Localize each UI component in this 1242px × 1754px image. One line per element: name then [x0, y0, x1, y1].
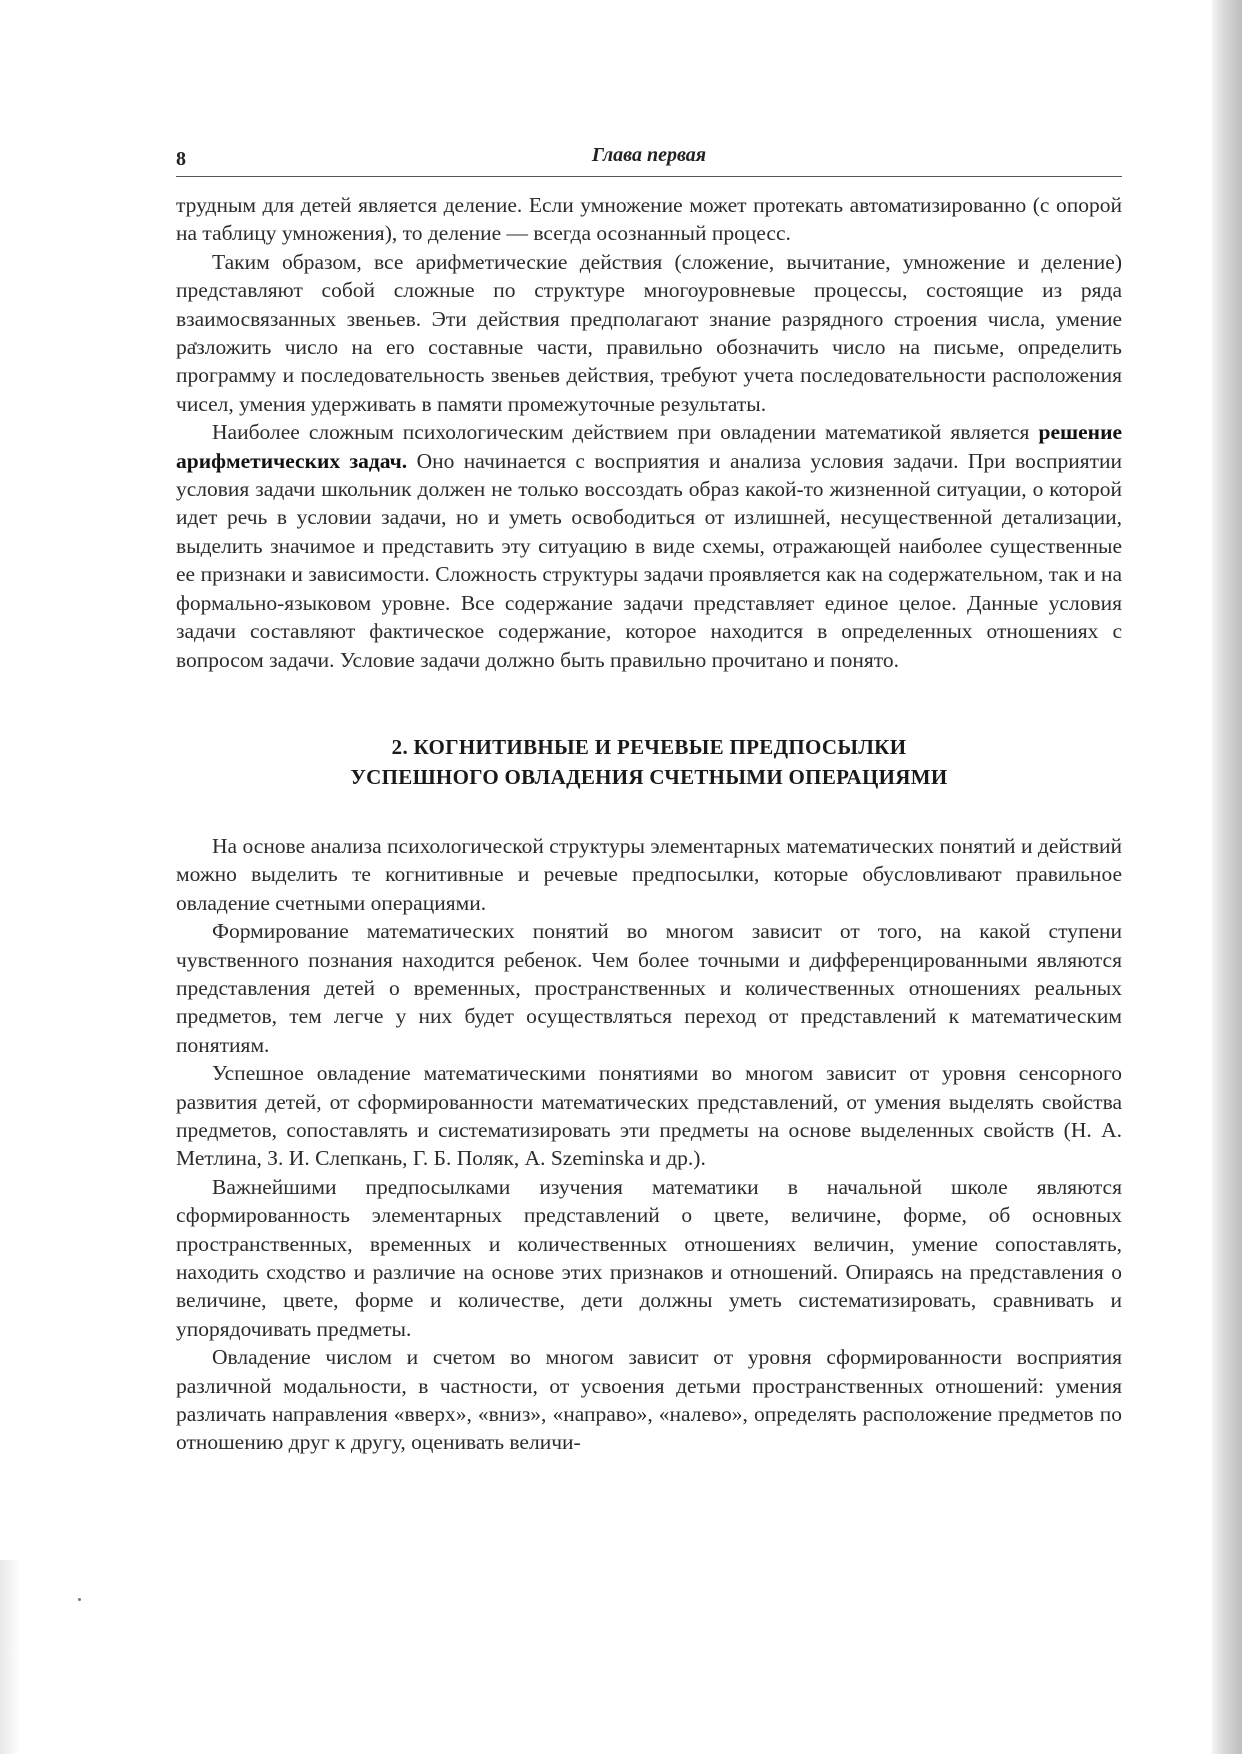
paragraph-with-emphasis	[176, 418, 1122, 674]
page-number: 8	[176, 148, 186, 170]
section-heading-line: УСПЕШНОГО ОВЛАДЕНИЯ СЧЕТНЫМИ ОПЕРАЦИЯМИ	[350, 764, 948, 789]
paragraph: Формирование математических понятий во многом зависит от того, на какой ступени чувственного познания находится ребенок. Чем более точными и дифференцированными являются представления детей о временных, пространственных и количественных отношениях реальных предметов, тем легче у них будет осуществляться переход от представлений к математическим понятиям.	[176, 919, 1122, 1057]
paragraph: Важнейшими предпосылками изучения математики в начальной школе являются сформированность элементарных представлений о цвете, величине, форме, об основных пространственных, временных и количественных отношениях величин, умение сопоставлять, находить сходство и различие на основе этих признаков и отношений. Опираясь на представления о величине, цвете, форме и количестве, дети должны уметь систематизировать, сравнивать и упорядочивать предметы.	[176, 1174, 1122, 1341]
chapter-title: Глава первая	[591, 144, 707, 166]
emphasized-term: решение арифметических задач.	[176, 420, 1122, 473]
running-header	[176, 140, 1122, 177]
paragraph-continuation: трудным для детей является деление. Если умножение может протекать автоматизированно (с опорой на таблицу умножения), то деление — всегда осознанный процесс.	[176, 193, 1122, 246]
paragraph-text: Наиболее сложным психологическим действием при овладении математикой является	[212, 420, 1039, 445]
section-heading-line: 2. КОГНИТИВНЫЕ И РЕЧЕВЫЕ ПРЕДПОСЫЛКИ	[391, 734, 907, 759]
scan-speck	[78, 1598, 81, 1601]
paragraph: Таким образом, все арифметические действия (сложение, вычитание, умножение и деление) представляют собой сложные по структуре многоуровневые процессы, состоящие из ряда взаимосвязанных звеньев. Эти действия предполагают знание разрядного строения числа, умение разложить число на его составные части, правильно обозначить число на письме, определить программу и последовательность звеньев действия, требуют учета последовательности расположения чисел, умения удерживать в памяти промежуточные результаты.	[176, 249, 1122, 416]
scan-shadow-corner	[0, 1560, 20, 1754]
paragraph: Овладение числом и счетом во многом зависит от уровня сформированности восприятия различной модальности, в частности, от усвоения детьми пространственных отношений: умения различать направления «вверх», «вниз», «направо», «налево», определять расположение предметов по отношению друг к другу, оценивать величи-	[176, 1345, 1122, 1455]
paragraph: Успешное овладение математическими понятиями во многом зависит от уровня сенсорного развития детей, от сформированности математических представлений, от умения выделять свойства предметов, сопоставлять и систематизировать эти предметы на основе выделенных свойств (Н. А. Метлина, З. И. Слепкань, Г. Б. Поляк, A. Szeminska и др.).	[176, 1061, 1122, 1171]
section-heading	[176, 732, 1122, 792]
book-page	[176, 140, 1122, 1620]
scan-shadow-edge	[1212, 0, 1242, 1754]
paragraph-text: Оно начинается с восприятия и анализа условия задачи. При восприятии условия задачи школьник должен не только воссоздать образ какой-то жизненной ситуации, о которой идет речь в условии задачи, но и уметь освободиться от излишней, несущественной детализации, выделить значимое и представить эту ситуацию в виде схемы, отражающей наиболее существенные ее признаки и зависимости. Сложность структуры задачи проявляется как на содержательном, так и на формально-языковом уровне. Все содержание задачи представляет единое целое. Данные условия задачи составляют фактическое содержание, которое находится в определенных отношениях с вопросом задачи. Условие задачи должно быть правильно прочитано и понято.	[176, 448, 1123, 672]
body-text	[176, 191, 1122, 1457]
paragraph: На основе анализа психологической структуры элементарных математических понятий и действий можно выделить те когнитивные и речевые предпосылки, которые обусловливают правильное овладение счетными операциями.	[176, 833, 1122, 915]
